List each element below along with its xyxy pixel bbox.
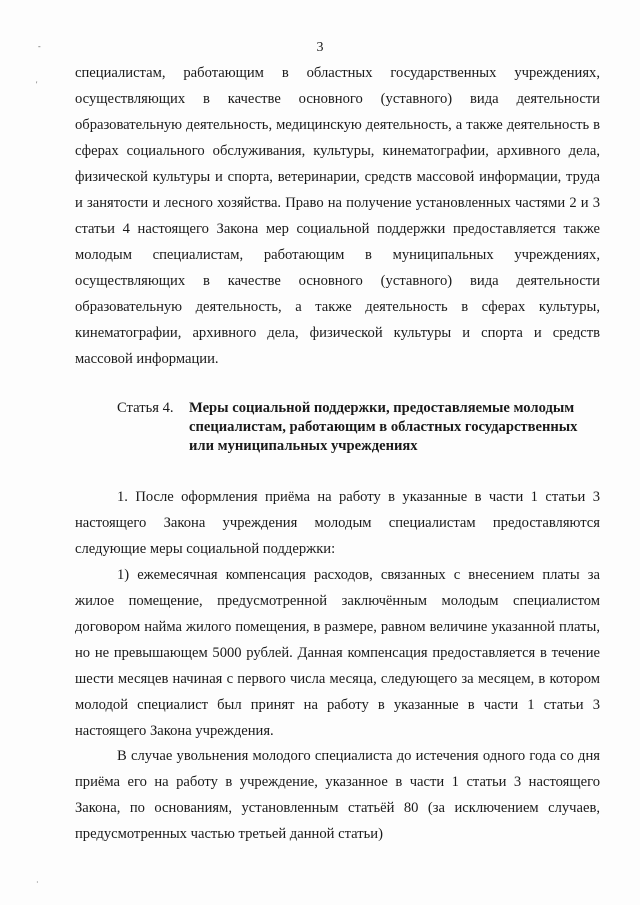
paragraph-subclause-1: 1) ежемесячная компенсация расходов, связанных с внесением платы за жилое помещение, предусмотренной заключённым молодым специалистом договором найма жилого помещения, в размере, равном величине указанной платы, но не превышающем 5000 рублей. Данная компенсация предоставляется в течение шести месяцев начиная с первого числа месяца, следующего за месяцем, в котором молодой специалист был принят на работу в указанные в части 1 статьи 3 настоящего Закона учреждения. bbox=[75, 567, 600, 739]
page-number: 3 bbox=[316, 40, 324, 55]
paragraph-clause-1: 1. После оформления приёма на работу в указанные в части 1 статьи 3 настоящего Закона учреждения молодым специалистам предоставляются следующие меры социальной поддержки: bbox=[75, 489, 600, 557]
paragraph-dismissal: В случае увольнения молодого специалиста до истечения одного года со дня приёма его на работу в учреждение, указанное в части 1 статьи 3 настоящего Закона, по основаниям, установленным статьёй 80 (за исключением случаев, предусмотренных частью третьей данной статьи) bbox=[75, 748, 600, 842]
scan-mark: · bbox=[36, 878, 39, 887]
scan-mark: ' bbox=[36, 80, 38, 89]
article-title: Меры социальной поддержки, предоставляемые молодым специалистам, работающим в областных государственных или муниципальных учреждениях bbox=[189, 400, 578, 454]
scan-mark: - bbox=[38, 42, 41, 51]
article-label: Статья 4. bbox=[117, 400, 174, 416]
article-heading bbox=[117, 399, 607, 456]
paragraph-continued: специалистам, работающим в областных государственных учреждениях, осуществляющих в качестве основного (уставного) вида деятельности образовательную деятельность, медицинскую деятельность, а также деятельность в сферах социального обслуживания, культуры, кинематографии, архивного дела, физической культуры и спорта, ветеринарии, средств массовой информации, труда и занятости и лесного хозяйства. Право на получение установленных частями 2 и 3 статьи 4 настоящего Закона мер социальной поддержки предоставляется также молодым специалистам, работающим в муниципальных учреждениях, осуществляющих в качестве основного (уставного) вида деятельности образовательную деятельность, а также деятельность в сферах культуры, кинематографии, архивного дела, физической культуры и спорта и средств массовой информации. bbox=[75, 65, 600, 367]
